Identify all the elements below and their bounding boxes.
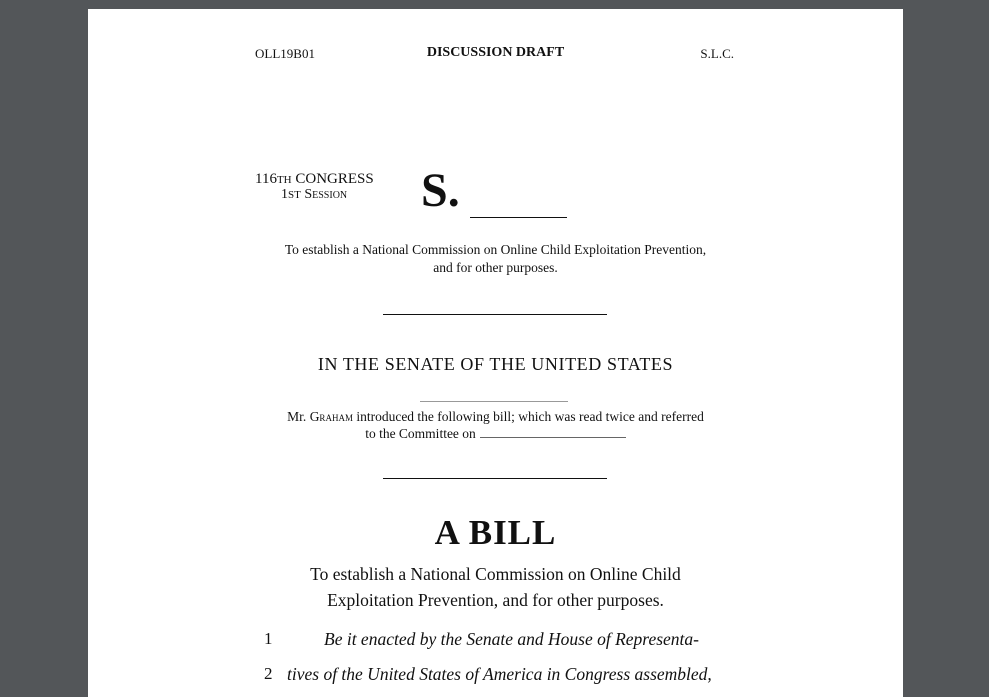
short-purpose-line2: and for other purposes. bbox=[433, 260, 558, 275]
document-id: OLL19B01 bbox=[255, 46, 315, 61]
enacting-clause-line: Be it enacted by the Senate and House of Representa- bbox=[324, 629, 699, 649]
enacting-clause-line: tives of the United States of America in Congress assembled, bbox=[287, 664, 712, 684]
chamber-heading: IN THE SENATE OF THE UNITED STATES bbox=[317, 354, 674, 374]
congress-number-suffix: TH bbox=[276, 174, 292, 186]
session-number: 1 bbox=[281, 187, 288, 202]
short-purpose bbox=[88, 241, 903, 277]
long-purpose bbox=[88, 561, 903, 613]
date-blank-rule bbox=[420, 401, 568, 402]
bill-number-blank bbox=[470, 217, 567, 218]
line-number: 2 bbox=[264, 664, 273, 683]
introduction-line1 bbox=[88, 408, 903, 425]
slc-label: S.L.C. bbox=[700, 46, 734, 61]
sponsor-prefix: Mr. bbox=[287, 409, 307, 424]
line-number: 1 bbox=[264, 629, 273, 648]
bill-designation: S. bbox=[421, 164, 460, 217]
draft-label: DISCUSSION DRAFT bbox=[426, 45, 565, 60]
divider-rule bbox=[383, 478, 607, 479]
bill-title: A BILL bbox=[434, 513, 557, 552]
congress-number: 116 bbox=[255, 171, 277, 187]
session-word: Session bbox=[304, 187, 348, 202]
committee-blank bbox=[480, 427, 626, 438]
divider-rule bbox=[383, 314, 607, 315]
session-suffix: ST bbox=[288, 189, 301, 201]
committee-label: to the Committee on bbox=[365, 426, 476, 441]
session-label bbox=[281, 187, 347, 203]
sponsor-name: Graham bbox=[309, 409, 353, 424]
introduction-rest: introduced the following bill; which was read twice and referred bbox=[356, 409, 704, 424]
introduction-line2 bbox=[88, 425, 903, 442]
short-purpose-line1: To establish a National Commission on Online Child Exploitation Prevention, bbox=[284, 242, 707, 257]
long-purpose-line2: Exploitation Prevention, and for other purposes. bbox=[327, 590, 664, 610]
document-page bbox=[88, 9, 903, 697]
long-purpose-line1: To establish a National Commission on Online Child bbox=[310, 564, 681, 584]
introduction-text bbox=[88, 408, 903, 442]
congress-word: CONGRESS bbox=[295, 171, 374, 187]
